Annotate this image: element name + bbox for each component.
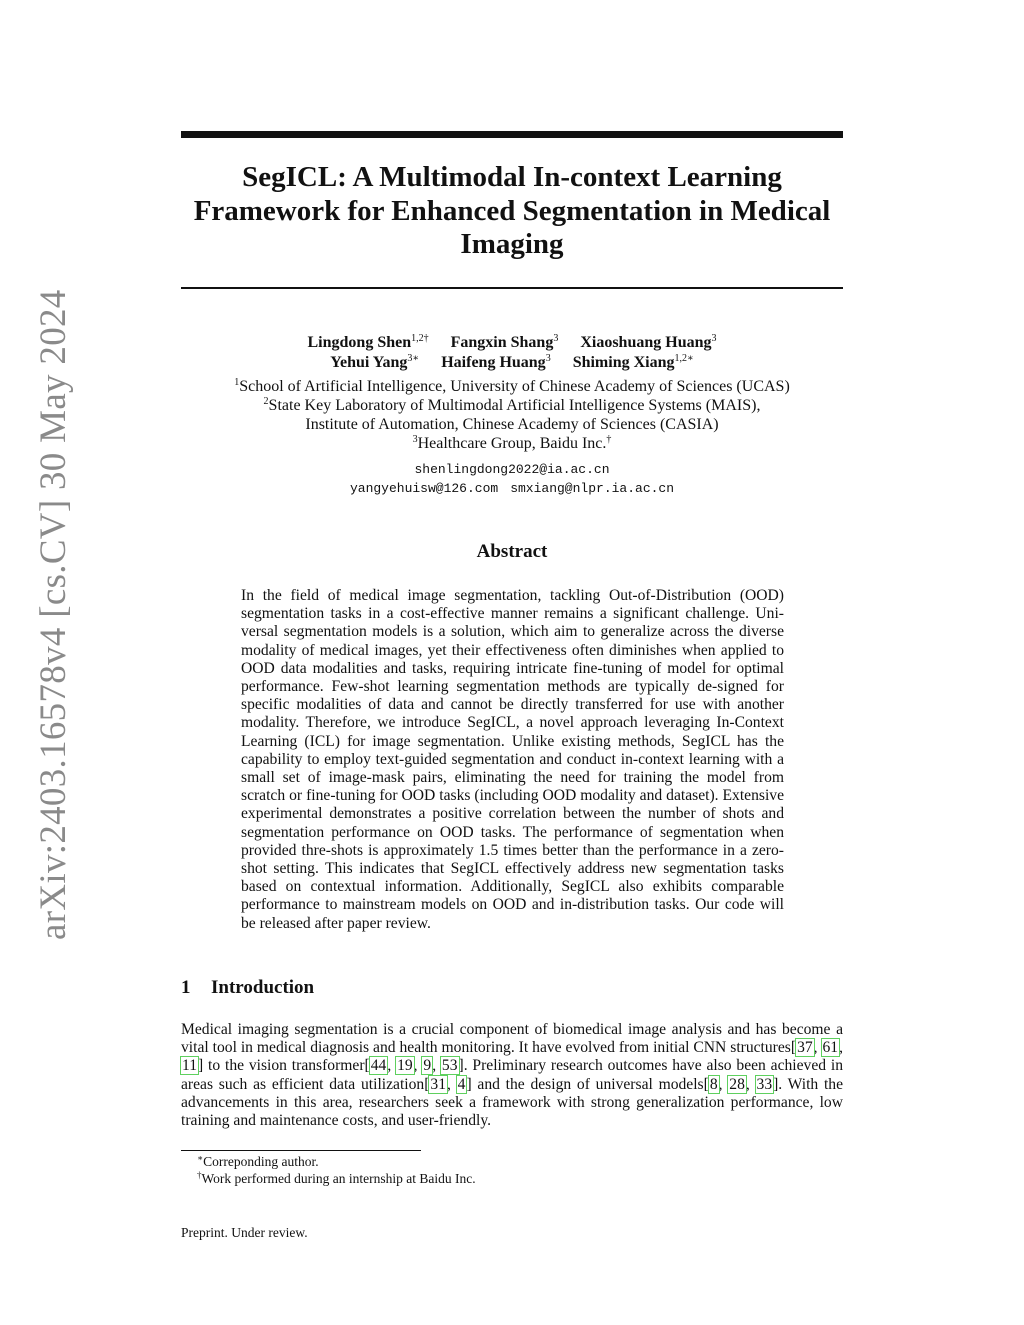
author-affiliation-marker: 1,2∗ <box>674 353 694 364</box>
citation-separator: , <box>447 1075 457 1093</box>
author <box>580 333 716 353</box>
footnote-rule <box>181 1150 421 1151</box>
affiliation-text: Institute of Automation, Chinese Academy of Sciences (CASIA) <box>305 416 719 433</box>
abstract-line: in-distribution tasks. Our code will be released after paper review. <box>241 896 784 932</box>
affiliations <box>181 377 843 453</box>
abstract-line: the performance in a zero-shot setting. This indicates that SegICL effectively <box>241 841 784 878</box>
citation-link[interactable]: 61 <box>822 1039 839 1057</box>
footnote <box>197 1170 476 1187</box>
footnotes <box>197 1153 476 1187</box>
author <box>451 333 559 353</box>
title-line: SegICL: A Multimodal In-context Learning <box>242 161 782 193</box>
citation-separator: , <box>387 1057 397 1075</box>
introduction-paragraph <box>181 1021 843 1130</box>
affiliation-line <box>181 415 843 434</box>
author-list <box>181 333 843 373</box>
title-top-rule <box>181 131 843 138</box>
abstract-line: Context Learning (ICL) for image segmentation. Unlike existing methods, SegICL <box>241 714 784 750</box>
abstract-line: to OOD data modalities and tasks, requiring intricate fine-tuning of model for <box>241 641 784 677</box>
contact-emails <box>181 460 843 498</box>
author-name: Shiming Xiang <box>572 354 675 371</box>
author-row <box>181 333 843 353</box>
affiliation-marker: 1 <box>234 377 240 388</box>
citation-link[interactable]: 8 <box>709 1075 718 1093</box>
title-bottom-rule <box>181 287 843 289</box>
affiliation-line <box>181 434 843 453</box>
title-line: Framework for Enhanced Segmentation in Medical <box>193 194 831 227</box>
citation-link[interactable]: 11 <box>182 1057 198 1075</box>
email-address[interactable]: yangyehuisw@126.com <box>349 481 499 496</box>
abstract-heading: Abstract <box>476 541 548 562</box>
author-name: Lingdong Shen <box>307 334 412 351</box>
abstract-line: number of shots and segmentation performance on OOD tasks. The performance <box>241 805 784 841</box>
affiliation-marker: 2 <box>263 396 269 407</box>
abstract-line: model from scratch or fine-tuning for OOD tasks (including OOD modality and <box>241 769 784 805</box>
intro-text: ]. Preliminary research outcomes have also been achieved in areas such as efficient data utilization[ <box>181 1057 844 1093</box>
citation-link[interactable]: 19 <box>397 1057 413 1075</box>
footnote-marker: † <box>197 1170 202 1180</box>
author-affiliation-marker: 3 <box>545 353 551 364</box>
affiliation-dagger-marker: † <box>606 434 612 445</box>
author-name: Fangxin Shang <box>450 334 554 351</box>
email-address[interactable]: smxiang@nlpr.ia.ac.cn <box>510 481 675 496</box>
author <box>330 353 419 373</box>
affiliation-line <box>181 377 843 396</box>
footnote-text: Work performed during an internship at Baidu Inc. <box>201 1171 476 1186</box>
citation-link[interactable]: 9 <box>423 1057 432 1075</box>
abstract-line: dataset). Extensive experimental demonstrates a positive correlation between the <box>241 787 785 823</box>
affiliation-marker: 3 <box>412 434 418 445</box>
abstract-line: of segmentation when provided thre-shots is approximately 1.5 times better than <box>241 823 784 859</box>
citation-separator: , <box>432 1057 441 1075</box>
abstract-line: has the capability to employ text-guided segmentation and conduct in-context <box>241 732 784 768</box>
abstract-line: In the field of medical image segmentation, tackling Out-of-Distribution (OOD) <box>241 587 784 604</box>
abstract-line: optimal performance. Few-shot learning segmentation methods are typically de- <box>241 659 784 696</box>
abstract-line: address new segmentation tasks based on contextual information. Additionally, <box>241 860 784 896</box>
abstract-body <box>241 587 784 933</box>
abstract-line: segmentation tasks in a cost-effective manner remains a significant challenge. Uni- <box>241 605 784 623</box>
affiliation-text: School of Artificial Intelligence, University of Chinese Academy of Sciences (UCAS) <box>239 378 790 395</box>
abstract-line: SegICL also exhibits comparable performance to mainstream models on OOD and <box>241 878 784 914</box>
citation-link[interactable]: 44 <box>370 1057 387 1075</box>
citation-link[interactable]: 31 <box>430 1075 446 1093</box>
citation-separator: , <box>413 1057 423 1075</box>
author-affiliation-marker: 3∗ <box>407 353 420 364</box>
section-heading-introduction <box>181 977 314 999</box>
author-name: Haifeng Huang <box>441 354 546 371</box>
author-name: Yehui Yang <box>330 354 408 371</box>
footnote-marker: ∗ <box>197 1153 204 1163</box>
abstract-line: another modality. Therefore, we introduce SegICL, a novel approach leveraging In- <box>241 696 784 732</box>
affiliation-line <box>181 396 843 415</box>
email-line <box>181 479 843 498</box>
citation-link[interactable]: 37 <box>797 1039 813 1057</box>
citation-link[interactable]: 28 <box>729 1075 745 1093</box>
citation-separator: , <box>813 1039 822 1057</box>
author-name: Xiaoshuang Huang <box>580 334 712 351</box>
preprint-notice: Preprint. Under review. <box>181 1225 308 1240</box>
abstract-line: signed for specific modalities of data and cannot be directly transferred for use with <box>241 678 784 714</box>
email-address[interactable]: shenlingdong2022@ia.ac.cn <box>414 462 610 477</box>
intro-text: Medical imaging segmentation is a crucial component of biomedical image analysis and has become a vital tool in medical diagnosis and health monitoring. It have evolved from initial CNN structures[ <box>181 1021 843 1057</box>
abstract-line: modality of medical images, yet their effectiveness often diminishes when applied <box>241 641 767 659</box>
author-affiliation-marker: 3 <box>711 333 717 344</box>
email-line <box>181 460 843 479</box>
author-affiliation-marker: 1,2† <box>411 333 429 344</box>
abstract-line: learning with a small set of image-mask pairs, eliminating the need for training the <box>241 750 784 787</box>
author <box>441 353 550 373</box>
citation-link[interactable]: 33 <box>756 1075 773 1093</box>
paper-title <box>181 161 843 262</box>
citation-link[interactable]: 4 <box>457 1075 466 1093</box>
affiliation-text: State Key Laboratory of Multimodal Artificial Intelligence Systems (MAIS), <box>268 397 761 414</box>
author-row <box>181 353 843 373</box>
abstract-line: versal segmentation models is a solution, which aim to generalize across the diverse <box>241 623 784 641</box>
arxiv-identifier: arXiv:2403.16578v4 [cs.CV] 30 May 2024 <box>33 289 74 940</box>
citation-separator: , <box>839 1039 843 1057</box>
citation-separator: , <box>718 1075 729 1093</box>
citation-link[interactable]: 53 <box>441 1057 458 1075</box>
affiliation-text: Healthcare Group, Baidu Inc. <box>417 435 607 452</box>
citation-separator: , <box>745 1075 756 1093</box>
title-line: Imaging <box>460 228 564 260</box>
intro-text: ]. With the advancements in this area, researchers seek a framework with strong generalization performance, low training and maintenance costs, and user-friendly. <box>181 1075 844 1130</box>
intro-text: ] and the design of universal models[ <box>466 1075 709 1093</box>
footnote-text: Correponding author. <box>203 1154 319 1169</box>
author-affiliation-marker: 3 <box>553 333 559 344</box>
section-number: 1 <box>181 977 191 998</box>
author <box>573 353 694 373</box>
intro-text: ] to the vision transformer[ <box>198 1057 370 1075</box>
author <box>308 333 429 353</box>
section-title: Introduction <box>211 977 315 998</box>
footnote <box>197 1153 476 1170</box>
